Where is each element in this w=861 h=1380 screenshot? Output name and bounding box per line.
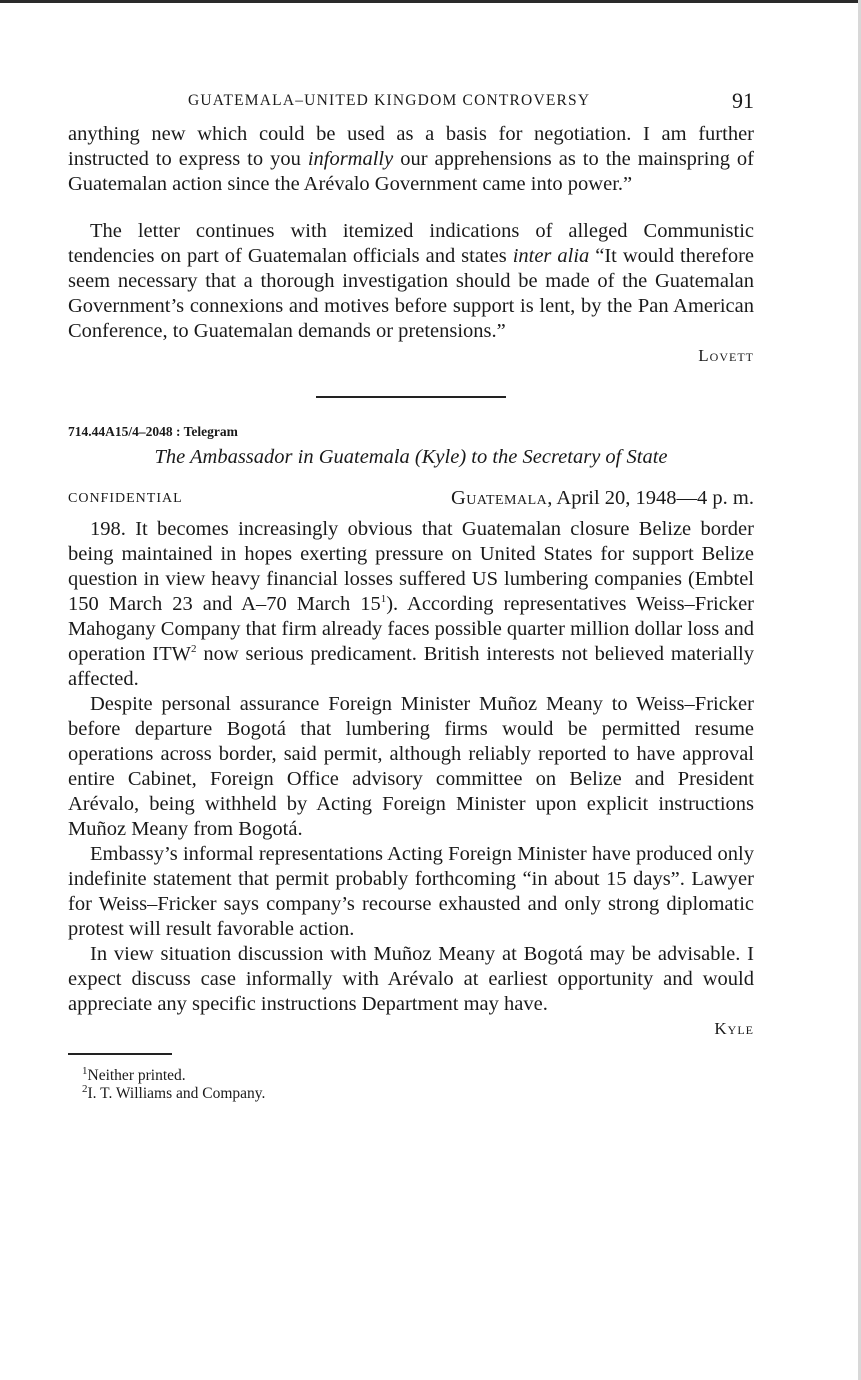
page-number: 91	[732, 88, 754, 113]
letter-paragraph-2-quote: “It would therefore seem necessary that a thorough investigation should be made of the Guatemalan Government’s connexions and motives before support is lent, by the Pan American Conference, to Guatemalan demands or pretensions.”	[68, 245, 755, 342]
running-head	[68, 88, 754, 122]
classification-label: CONFIDENTIAL	[68, 491, 183, 506]
telegram-paragraph-2: Despite personal assurance Foreign Minister Muñoz Meany to Weiss–Fricker before departure Bogotá that lumbering firms would be permitted resume operations across border, said permit, although reliably reported to have approval entire Cabinet, Foreign Office advisory committee on Belize and President Arévalo, being withheld by Acting Foreign Minister upon explicit instructions Muñoz Meany from Bogotá.	[68, 693, 754, 840]
footnote-2	[82, 1082, 754, 1103]
telegram-title: The Ambassador in Guatemala (Kyle) to the Secretary of State	[154, 446, 668, 468]
letter-paragraph-continued	[68, 122, 754, 197]
date: , April 20, 1948—4 p. m.	[547, 487, 754, 509]
signature-lovett: Lovett	[698, 346, 754, 365]
section-divider	[316, 396, 506, 398]
telegram-paragraph-4: In view situation discussion with Muñoz Meany at Bogotá may be advisable. I expect discuss case informally with Arévalo at earliest opportunity and would appreciate any specific instructions Department may have.	[68, 943, 754, 1015]
place: Guatemala	[450, 487, 548, 509]
footnote-1-mark: 1	[82, 1064, 88, 1077]
footnote-1-text: Neither printed.	[87, 1066, 186, 1084]
footnote-ref-1: 1	[380, 593, 387, 606]
letter-paragraph-2	[68, 219, 754, 344]
document-page	[68, 88, 754, 1103]
letter-paragraph-2-text: The letter continues with itemized indications of alleged Communistic tendencies on part of Guatemalan officials and states	[68, 220, 754, 267]
letter-paragraph-text: anything new which could be used as a basis for negotiation. I am further instructed to express to you	[68, 123, 754, 170]
telegram-p1-mid: ). According representatives Weiss–Fricker Mahogany Company that firm already faces possible quarter million dollar loss and operation ITW	[68, 593, 755, 665]
telegram-p1-end: now serious predicament. British interests not believed materially affected.	[68, 643, 754, 690]
footnote-2-text: I. T. Williams and Company.	[87, 1084, 266, 1102]
footnote-2-mark: 2	[82, 1082, 88, 1095]
emphasis-informally: informally	[307, 148, 394, 170]
footnote-rule	[68, 1053, 172, 1055]
file-reference: 714.44A15/4–2048 : Telegram	[68, 424, 238, 439]
footnote-1	[82, 1064, 754, 1085]
telegram-paragraph-3: Embassy’s informal representations Acting Foreign Minister have produced only indefinite statement that permit probably forthcoming “in about 15 days”. Lawyer for Weiss–Fricker says company’s recourse exhausted and only strong diplomatic protest will result favorable action.	[68, 843, 754, 940]
emphasis-inter-alia: inter alia	[512, 245, 590, 267]
signature-kyle: Kyle	[714, 1019, 754, 1038]
footnote-ref-2: 2	[190, 643, 197, 656]
top-border-rule	[0, 0, 861, 3]
dateline	[68, 485, 754, 517]
telegram-p1-start: 198. It becomes increasingly obvious that Guatemalan closure Belize border being maintained in hopes exerting pressure on United States for support Belize question in view heavy financial losses suffered US lumbering companies (Embtel 150 March 23 and A–70 March 15	[68, 518, 754, 615]
running-title: GUATEMALA–UNITED KINGDOM CONTROVERSY	[188, 92, 591, 109]
telegram-paragraph-1	[68, 517, 754, 692]
letter-paragraph-text-end: our apprehensions as to the mainspring of Guatemalan action since the Arévalo Government came into power.”	[68, 148, 754, 195]
place-and-date	[451, 487, 754, 510]
footnotes	[68, 1064, 754, 1103]
